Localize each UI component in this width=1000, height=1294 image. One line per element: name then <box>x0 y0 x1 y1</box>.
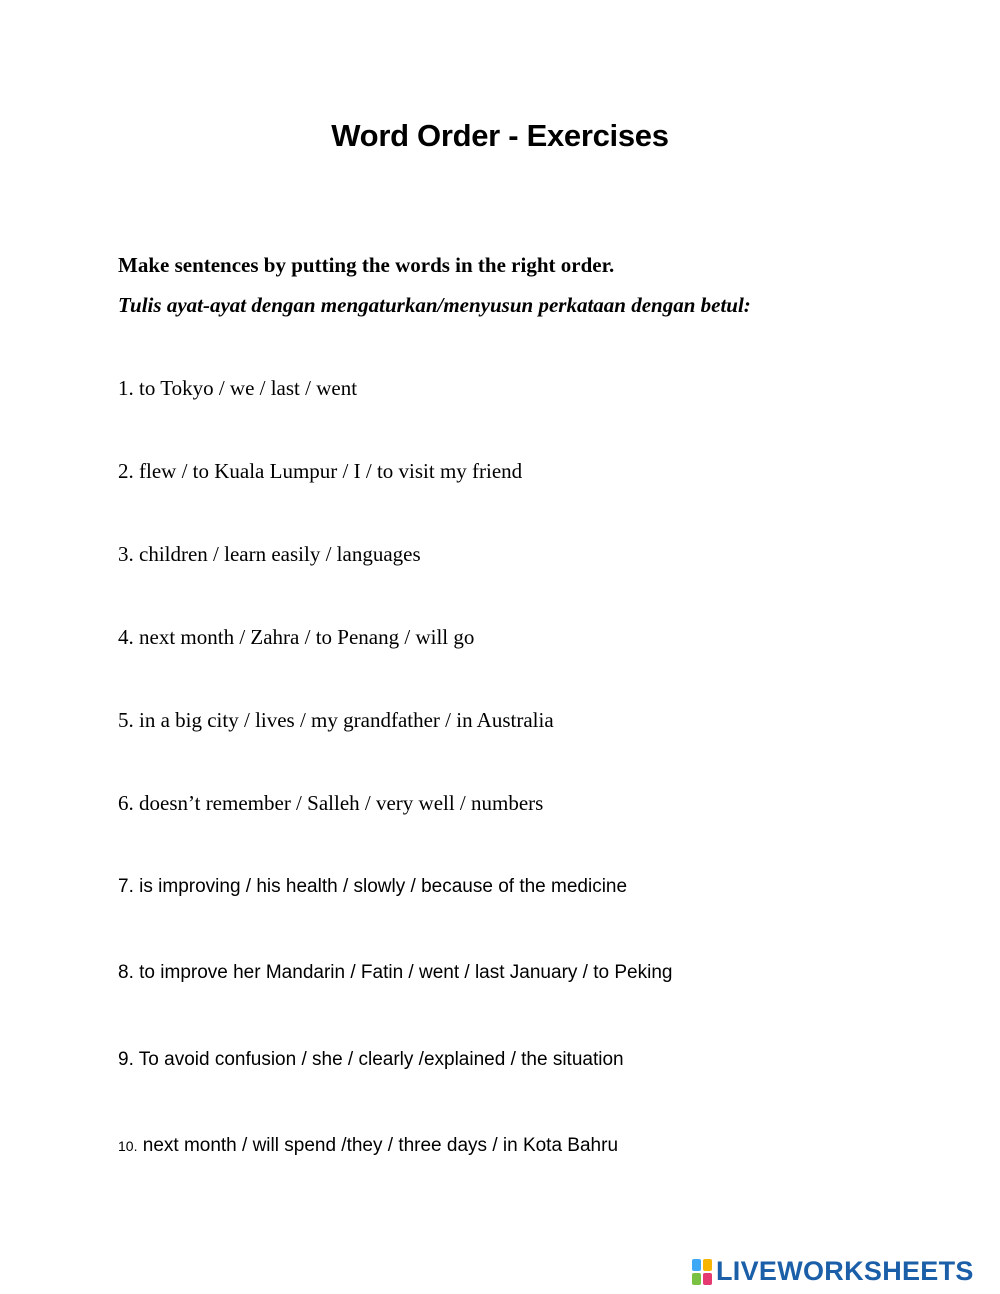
page-title: Word Order - Exercises <box>331 118 669 153</box>
exercise-item-5 <box>118 708 554 733</box>
exercise-item-2 <box>118 459 522 484</box>
item-text: is improving / his health / slowly / because of the medicine <box>139 876 628 897</box>
exercise-item-8 <box>118 962 672 984</box>
exercise-item-3 <box>118 542 421 567</box>
exercise-item-4 <box>118 625 474 650</box>
item-text: flew / to Kuala Lumpur / I / to visit my friend <box>139 459 523 483</box>
instruction-english: Make sentences by putting the words in the right order. <box>118 253 615 277</box>
logo-text: LIVEWORKSHEETS <box>716 1256 974 1286</box>
liveworksheets-logo <box>692 1256 974 1287</box>
item-number: 1. <box>118 376 134 400</box>
exercise-item-9 <box>118 1049 624 1071</box>
item-number: 10. <box>118 1138 138 1154</box>
item-text: to Tokyo / we / last / went <box>139 376 358 400</box>
item-text: next month / will spend /they / three days / in Kota Bahru <box>142 1135 619 1156</box>
item-text: doesn’t remember / Salleh / very well / numbers <box>139 791 544 815</box>
item-number: 7. <box>118 876 134 897</box>
item-number: 3. <box>118 542 134 566</box>
item-number: 4. <box>118 625 134 649</box>
instruction-malay: Tulis ayat-ayat dengan mengaturkan/menyusun perkataan dengan betul: <box>118 293 751 317</box>
item-text: children / learn easily / languages <box>139 542 421 566</box>
exercise-item-1 <box>118 376 357 401</box>
item-number: 8. <box>118 962 134 983</box>
item-text: to improve her Mandarin / Fatin / went / last January / to Peking <box>139 962 673 983</box>
item-number: 2. <box>118 459 134 483</box>
item-text: next month / Zahra / to Penang / will go <box>139 625 475 649</box>
item-text: To avoid confusion / she / clearly /explained / the situation <box>138 1049 624 1070</box>
exercise-item-7 <box>118 876 627 898</box>
item-number: 5. <box>118 708 134 732</box>
item-text: in a big city / lives / my grandfather / in Australia <box>139 708 554 732</box>
liveworksheets-logo-icon <box>692 1259 712 1285</box>
exercise-item-6 <box>118 791 543 816</box>
exercise-item-10 <box>118 1135 618 1157</box>
item-number: 9. <box>118 1049 134 1070</box>
item-number: 6. <box>118 791 134 815</box>
